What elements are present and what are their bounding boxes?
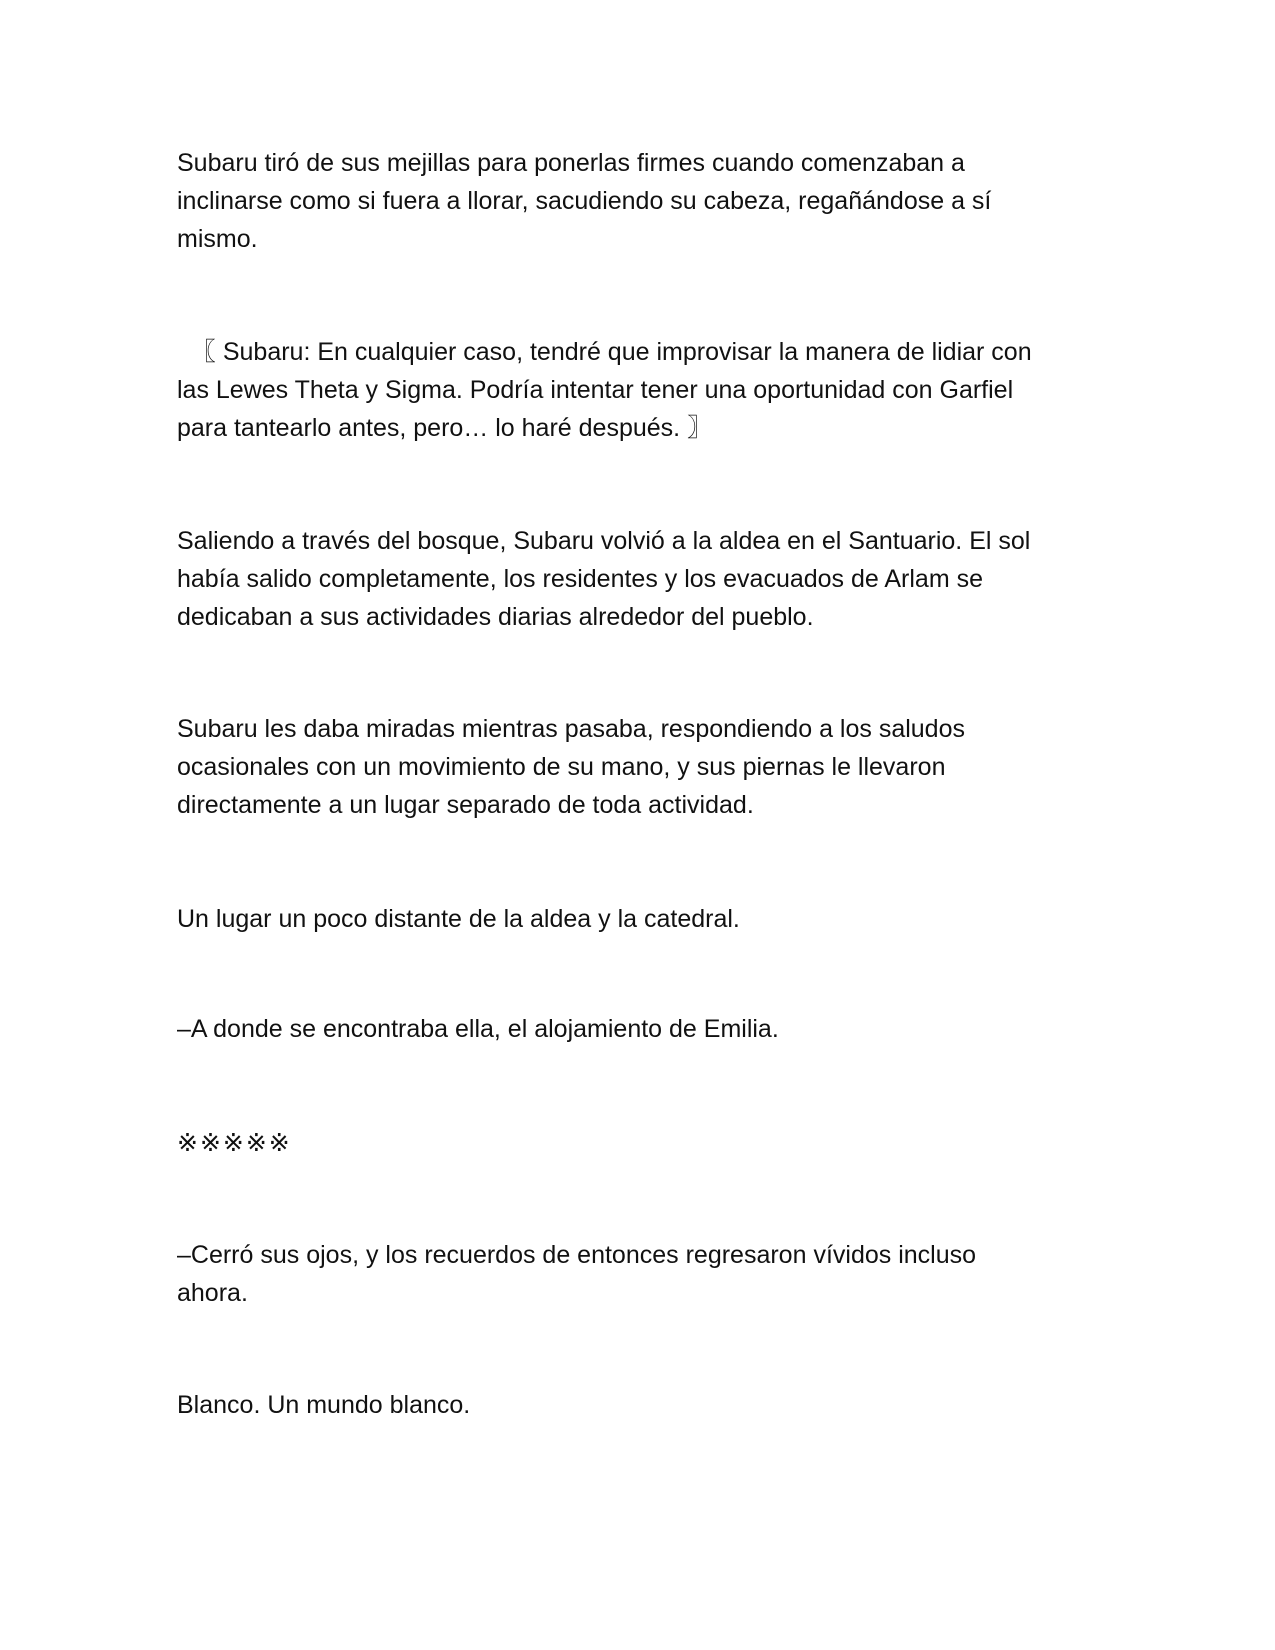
paragraph-5 — [177, 900, 1097, 938]
paragraph-line: mismo. — [177, 225, 258, 253]
paragraph-line: Un lugar un poco distante de la aldea y la catedral. — [177, 905, 740, 933]
paragraph-9 — [177, 1386, 1097, 1424]
paragraph-line: había salido completamente, los residentes y los evacuados de Arlam se — [177, 565, 984, 593]
paragraph-dialogue — [177, 333, 1097, 447]
paragraph-4 — [177, 710, 1097, 824]
paragraph-line: para tantearlo antes, pero… lo haré después. 〗 — [177, 414, 713, 442]
paragraph-8 — [177, 1236, 1097, 1312]
paragraph-6 — [177, 1010, 1097, 1048]
scene-separator — [177, 1124, 1097, 1162]
paragraph-line: Subaru les daba miradas mientras pasaba, respondiendo a los saludos — [177, 715, 965, 743]
paragraph-line: 〖 Subaru: En cualquier caso, tendré que improvisar la manera de lidiar con — [177, 338, 1032, 366]
separator-marks: ※※※※※ — [177, 1129, 292, 1157]
paragraph-line: directamente a un lugar separado de toda actividad. — [177, 791, 754, 819]
paragraph-line: dedicaban a sus actividades diarias alrededor del pueblo. — [177, 603, 814, 631]
paragraph-3 — [177, 522, 1097, 636]
paragraph-line: Subaru tiró de sus mejillas para ponerlas firmes cuando comenzaban a — [177, 149, 965, 177]
paragraph-line: –Cerró sus ojos, y los recuerdos de entonces regresaron vívidos incluso — [177, 1241, 977, 1269]
paragraph-line: ocasionales con un movimiento de su mano, y sus piernas le llevaron — [177, 753, 946, 781]
paragraph-line: Blanco. Un mundo blanco. — [177, 1391, 471, 1419]
paragraph-line: inclinarse como si fuera a llorar, sacudiendo su cabeza, regañándose a sí — [177, 187, 992, 215]
paragraph-line: Saliendo a través del bosque, Subaru volvió a la aldea en el Santuario. El sol — [177, 527, 1031, 555]
paragraph-1 — [177, 144, 1097, 258]
paragraph-line: las Lewes Theta y Sigma. Podría intentar tener una oportunidad con Garfiel — [177, 376, 1014, 404]
paragraph-line: ahora. — [177, 1279, 248, 1307]
paragraph-line: –A donde se encontraba ella, el alojamiento de Emilia. — [177, 1015, 779, 1043]
